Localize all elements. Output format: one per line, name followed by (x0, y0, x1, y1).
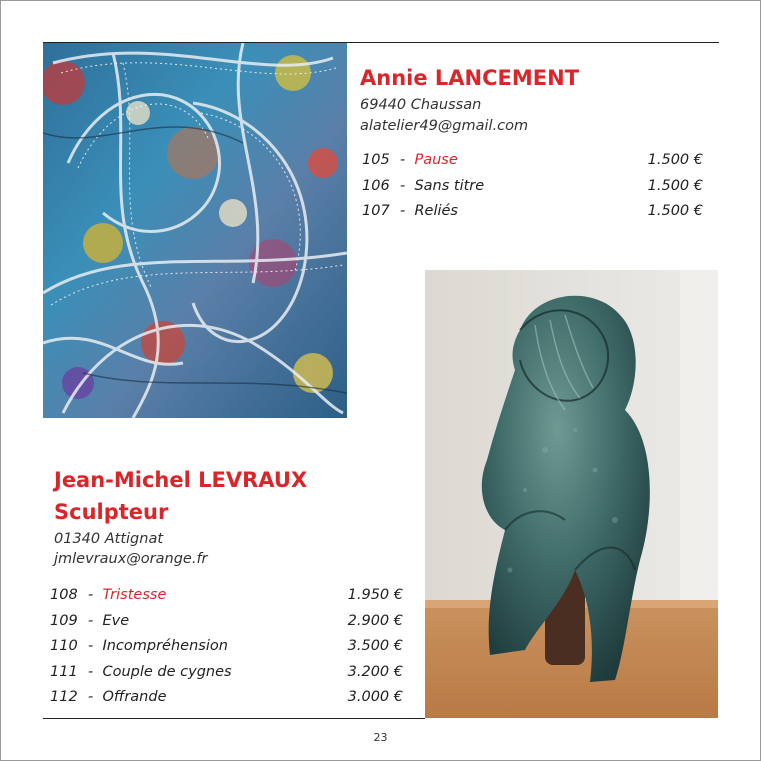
work-price: 1.500 € (647, 203, 703, 219)
artist1-name: Annie LANCEMENT (360, 66, 580, 90)
work-price: 2.900 € (347, 612, 403, 629)
artist1-address: 69440 Chaussan (360, 97, 482, 113)
work-price: 1.500 € (647, 177, 703, 194)
work-price: 1.500 € (647, 152, 703, 168)
work-row: 112 - Offrande 3.000 € (50, 689, 403, 705)
artist2-role: Sculpteur (54, 500, 169, 524)
work-title: Pause (414, 152, 458, 168)
artist2-works-list (50, 587, 403, 715)
work-number: 111 (50, 663, 78, 680)
work-title: Offrande (102, 689, 167, 705)
work-number: 109 (50, 612, 78, 629)
work-title: Sans titre (414, 177, 485, 194)
artist2-name: Jean-Michel LEVRAUX (54, 468, 308, 492)
page-number: 23 (373, 731, 388, 744)
work-title: Reliés (414, 203, 458, 219)
work-price: 3.500 € (347, 638, 403, 654)
work-row: 111 - Couple de cygnes 3.200 € (50, 663, 403, 680)
work-row: 108 - Tristesse 1.950 € (50, 587, 403, 603)
work-title: Incompréhension (102, 638, 228, 654)
artist1-works-list (362, 152, 703, 229)
work-number: 105 (362, 152, 390, 168)
artist1-email[interactable]: alatelier49@gmail.com (360, 118, 529, 134)
work-row: 106 - Sans titre 1.500 € (362, 177, 703, 194)
work-title: Eve (102, 612, 130, 629)
work-row: 109 - Eve 2.900 € (50, 612, 403, 629)
work-price: 3.200 € (347, 663, 403, 680)
bronze-sculpture-photo (425, 270, 718, 718)
work-price: 1.950 € (347, 587, 403, 603)
work-title: Couple de cygnes (102, 663, 232, 680)
work-number: 112 (50, 689, 78, 705)
abstract-painting (43, 43, 347, 418)
work-number: 106 (362, 177, 390, 194)
work-row: 110 - Incompréhension 3.500 € (50, 638, 403, 654)
work-number: 108 (50, 587, 78, 603)
work-row: 105 - Pause 1.500 € (362, 152, 703, 168)
bottom-rule (43, 718, 425, 719)
artist2-address: 01340 Attignat (54, 531, 164, 547)
work-number: 107 (362, 203, 390, 219)
artist2-email[interactable]: jmlevraux@orange.fr (54, 551, 208, 567)
work-title: Tristesse (102, 587, 167, 603)
work-number: 110 (50, 638, 78, 654)
work-row: 107 - Reliés 1.500 € (362, 203, 703, 219)
work-price: 3.000 € (347, 689, 403, 705)
